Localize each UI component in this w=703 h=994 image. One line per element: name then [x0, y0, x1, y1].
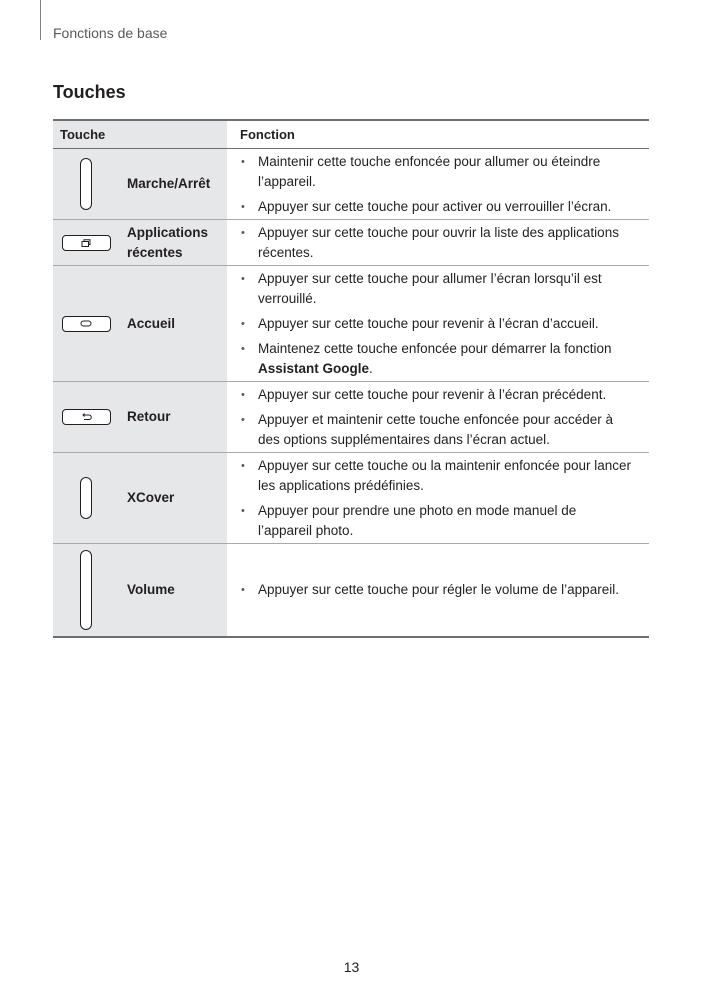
- volume-key-icon: [53, 550, 119, 630]
- function-item: • Appuyer et maintenir cette touche enfoncée pour accéder à des options supplémentaires dans l’écran actuel.: [239, 410, 631, 450]
- function-item: • Appuyer sur cette touche pour allumer l’écran lorsqu’il est verrouillé.: [239, 269, 631, 309]
- table-row-back: [53, 382, 649, 453]
- table-header-row: [53, 120, 649, 149]
- function-item: • Appuyer sur cette touche pour ouvrir la liste des applications récentes.: [239, 223, 631, 263]
- key-label: Applications récentes: [127, 224, 209, 260]
- function-item: • Maintenir cette touche enfoncée pour allumer ou éteindre l’appareil.: [239, 152, 631, 192]
- key-label: Marche/Arrêt: [127, 176, 211, 191]
- function-cell: [227, 453, 649, 544]
- column-header-function: Fonction: [227, 120, 649, 149]
- key-label: Retour: [127, 409, 171, 424]
- function-item: • Appuyer sur cette touche pour régler le volume de l’appareil.: [239, 580, 631, 600]
- key-cell: [53, 453, 227, 544]
- table-row-home: [53, 266, 649, 382]
- keys-table: [53, 119, 649, 638]
- function-cell: [227, 266, 649, 382]
- key-label: XCover: [127, 490, 175, 505]
- function-item: • Appuyer sur cette touche ou la maintenir enfoncée pour lancer les applications prédéfinies.: [239, 456, 631, 496]
- function-item: • Appuyer sur cette touche pour revenir à l’écran précédent.: [239, 385, 631, 405]
- key-cell: [53, 149, 227, 220]
- table-row-volume: [53, 544, 649, 637]
- function-cell: [227, 220, 649, 266]
- key-label: Accueil: [127, 315, 176, 331]
- function-cell: [227, 544, 649, 637]
- home-icon: [53, 316, 119, 332]
- page-number: 13: [343, 959, 360, 975]
- back-icon: [53, 409, 119, 425]
- function-item: • Maintenez cette touche enfoncée pour démarrer la fonction Assistant Google.: [239, 339, 631, 379]
- table-row-recent-apps: [53, 220, 649, 266]
- side-key-icon: [53, 158, 119, 210]
- section-title: Touches: [53, 82, 126, 102]
- key-cell: [53, 544, 227, 637]
- table-row-power: [53, 149, 649, 220]
- xcover-key-icon: [53, 477, 119, 519]
- running-header: Fonctions de base: [53, 25, 168, 41]
- table-row-xcover: [53, 453, 649, 544]
- margin-rule: [40, 0, 41, 40]
- column-header-key: Touche: [53, 120, 227, 149]
- function-item: • Appuyer pour prendre une photo en mode manuel de l’appareil photo.: [239, 501, 631, 541]
- key-cell: [53, 382, 227, 453]
- key-cell: [53, 220, 227, 266]
- function-cell: [227, 382, 649, 453]
- function-cell: [227, 149, 649, 220]
- key-cell: [53, 266, 227, 382]
- key-label: Volume: [127, 581, 175, 597]
- function-item: • Appuyer sur cette touche pour activer ou verrouiller l’écran.: [239, 197, 631, 217]
- function-item: • Appuyer sur cette touche pour revenir à l’écran d’accueil.: [239, 314, 631, 334]
- recent-apps-icon: [53, 235, 119, 251]
